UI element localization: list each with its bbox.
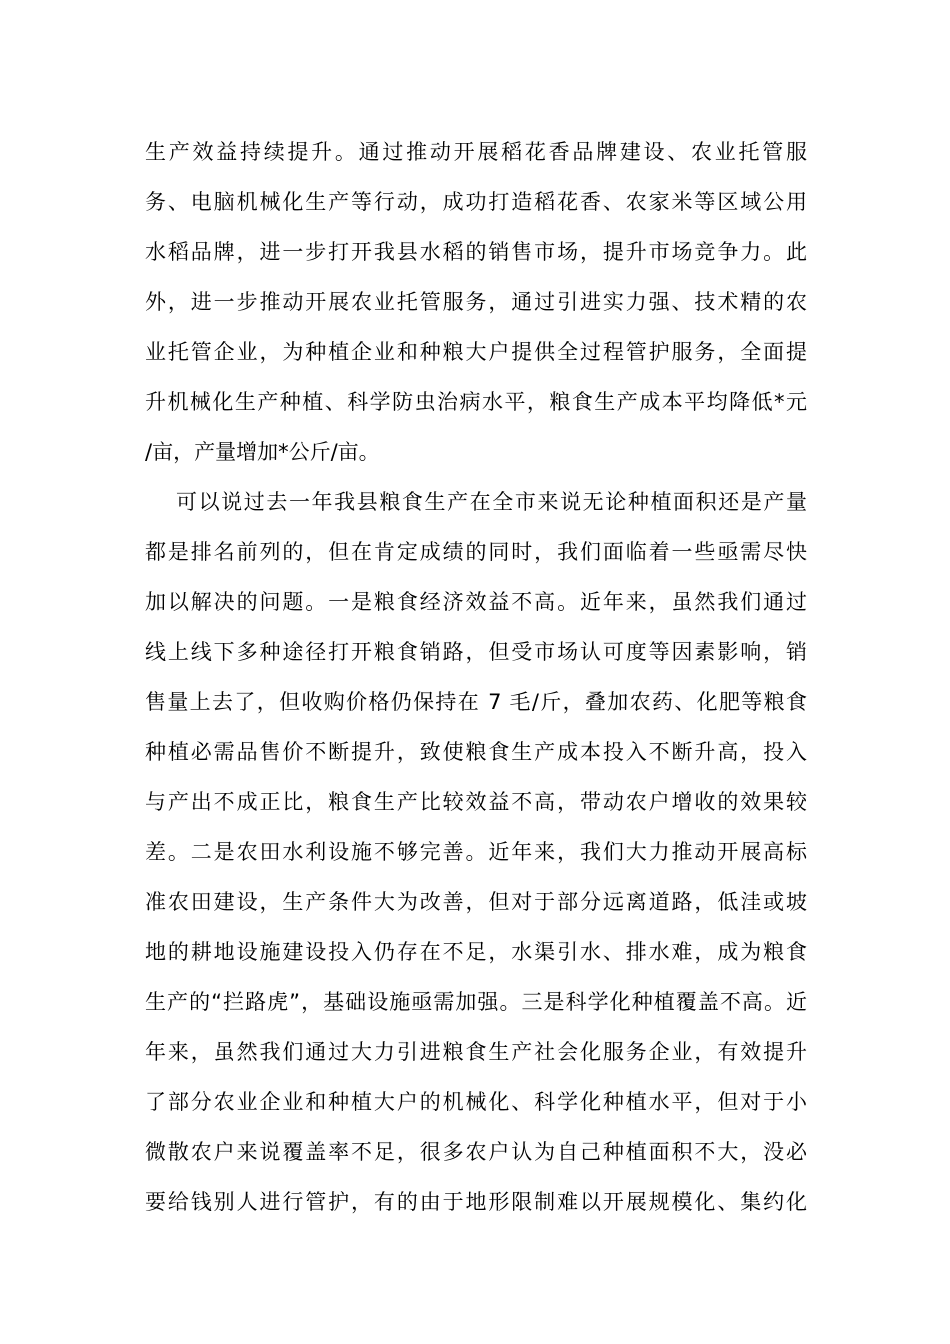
paragraph-2 <box>145 477 815 1227</box>
text-line: 务、电脑机械化生产等行动，成功打造稻花香、农家米等区域公用 <box>145 190 807 214</box>
text-line: 线上线下多种途径打开粮食销路，但受市场认可度等因素影响，销 <box>145 640 807 664</box>
text-line: 生产的“拦路虎”，基础设施亟需加强。三是科学化种植覆盖不高。近 <box>145 990 807 1014</box>
text-line: 都是排名前列的，但在肯定成绩的同时，我们面临着一些亟需尽快 <box>145 540 807 564</box>
text-line: 与产出不成正比，粮食生产比较效益不高，带动农户增收的效果较 <box>145 790 807 814</box>
text-line: 业托管企业，为种植企业和种粮大户提供全过程管护服务，全面提 <box>145 340 807 364</box>
text-line: 水稻品牌，进一步打开我县水稻的销售市场，提升市场竞争力。此 <box>145 240 807 264</box>
text-line: 差。二是农田水利设施不够完善。近年来，我们大力推动开展高标 <box>145 840 807 864</box>
text-line: 要给钱别人进行管护，有的由于地形限制难以开展规模化、集约化 <box>145 1190 807 1214</box>
text-line: /亩，产量增加*公斤/亩。 <box>145 440 380 464</box>
document-body <box>145 127 815 1227</box>
paragraph-1 <box>145 127 815 477</box>
text-line: 加以解决的问题。一是粮食经济效益不高。近年来，虽然我们通过 <box>145 590 807 614</box>
text-line: 微散农户来说覆盖率不足，很多农户认为自己种植面积不大，没必 <box>145 1140 807 1164</box>
text-line: 了部分农业企业和种植大户的机械化、科学化种植水平，但对于小 <box>145 1090 807 1114</box>
text-line: 年来，虽然我们通过大力引进粮食生产社会化服务企业，有效提升 <box>145 1040 807 1064</box>
text-line: 外，进一步推动开展农业托管服务，通过引进实力强、技术精的农 <box>145 290 807 314</box>
text-line: 可以说过去一年我县粮食生产在全市来说无论种植面积还是产量 <box>176 490 807 514</box>
text-line: 升机械化生产种植、科学防虫治病水平，粮食生产成本平均降低*元 <box>145 390 807 414</box>
text-line: 生产效益持续提升。通过推动开展稻花香品牌建设、农业托管服 <box>145 140 807 164</box>
text-line: 地的耕地设施建设投入仍存在不足，水渠引水、排水难，成为粮食 <box>145 940 807 964</box>
text-line: 售量上去了，但收购价格仍保持在 7 毛/斤，叠加农药、化肥等粮食 <box>145 690 807 714</box>
text-line: 准农田建设，生产条件大为改善，但对于部分远离道路，低洼或坡 <box>145 890 807 914</box>
text-line: 种植必需品售价不断提升，致使粮食生产成本投入不断升高，投入 <box>145 740 807 764</box>
